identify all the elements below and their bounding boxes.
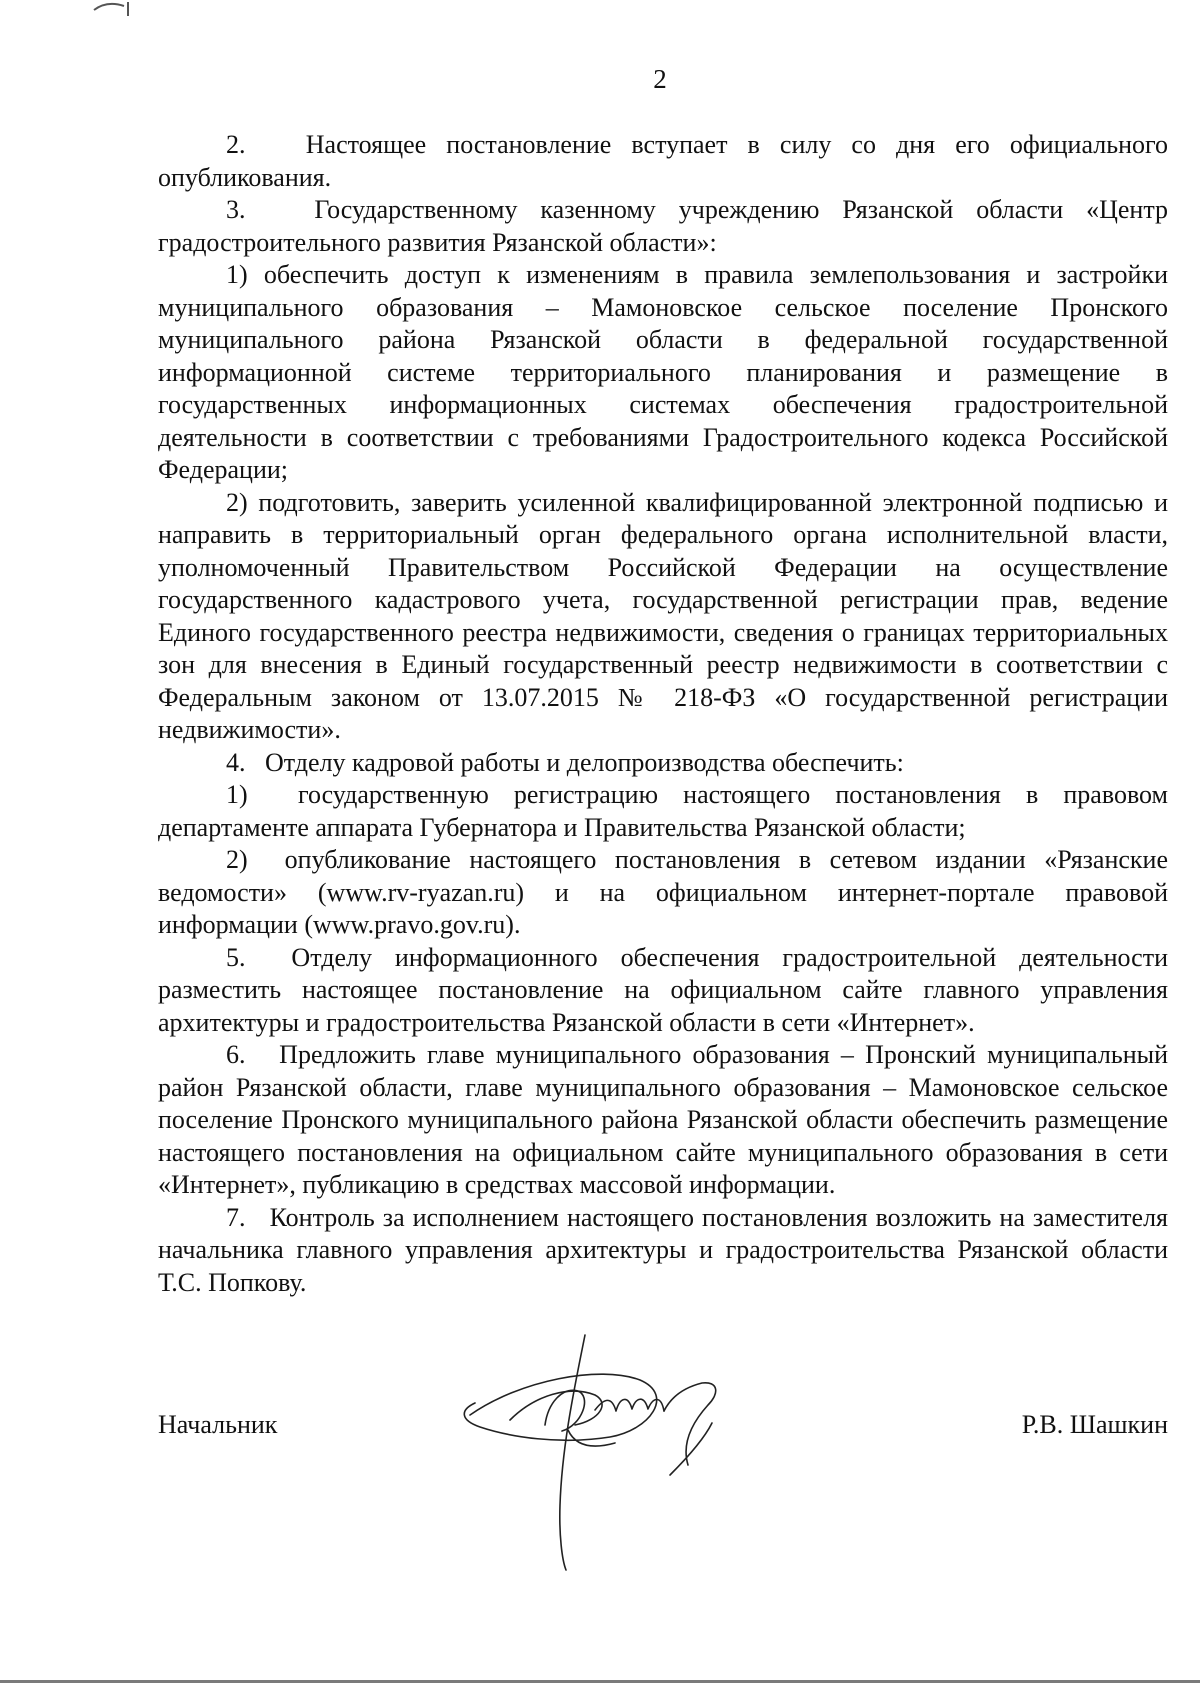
paragraph-6: 6. Предложить главе муниципального образования – Пронский муниципальный район Рязанской области, главе муниципального образования – Мамоновское сельское поселение Пронского муниципального района Рязанской области обеспечить размещение настоящего постановления на официальном сайте муниципального образования в сети «Интернет», публикацию в средствах массовой информации. <box>158 1040 1168 1199</box>
handwritten-signature-icon <box>450 1325 780 1575</box>
scan-artifact-icon <box>92 0 142 20</box>
paragraph-3-2: 2) подготовить, заверить усиленной квалифицированной электронной подписью и направить в территориальный орган федерального органа исполнительной власти, уполномоченный Правительством Российской Федерации на осуществление государственного кадастрового учета, государственной регистрации прав, ведение Единого государственного реестра недвижимости, сведения о границах территориальных зон для внесения в Единый государственный реестр недвижимости в соответствии с Федеральным законом от 13.07.2015 № 218-ФЗ «О государственной регистрации недвижимости». <box>158 487 1168 744</box>
paragraph-4-2: 2) опубликование настоящего постановления в сетевом издании «Рязанские ведомости» (www.rv-ryazan.ru) и на официальном интернет-портале правовой информации (www.pravo.gov.ru). <box>158 845 1168 939</box>
paragraph-4-1: 1) государственную регистрацию настоящего постановления в правовом департаменте аппарата Губернатора и Правительства Рязанской области; <box>158 780 1168 842</box>
page-number: 2 <box>653 64 667 94</box>
paragraph-3-1: 1) обеспечить доступ к изменениям в правила землепользования и застройки муниципального образования – Мамоновское сельское поселение Пронского муниципального района Рязанской области в федеральной государственной информационной системе территориального планирования и размещение в государственных информационных системах обеспечения градостроительной деятельности в соответствии с требованиями Градостроительного кодекса Российской Федерации; <box>158 260 1168 484</box>
scan-edge-line <box>0 1680 1200 1683</box>
paragraph-3: 3. Государственному казенному учреждению Рязанской области «Центр градостроительного развития Рязанской области»: <box>158 195 1168 257</box>
signer-title: Начальник <box>158 1410 278 1439</box>
paragraph-7: 7. Контроль за исполнением настоящего постановления возложить на заместителя начальника главного управления архитектуры и градостроительства Рязанской области Т.С. Попкову. <box>158 1202 1168 1297</box>
paragraph-5: 5. Отделу информационного обеспечения градостроительной деятельности разместить настоящее постановление на официальном сайте главного управления архитектуры и градостроительства Рязанской области в сети «Интернет». <box>158 942 1168 1037</box>
paragraph-4: 4. Отделу кадровой работы и делопроизводства обеспечить: <box>226 747 904 777</box>
paragraph-2: 2. Настоящее постановление вступает в силу со дня его официального опубликования. <box>158 130 1168 192</box>
signer-name: Р.В. Шашкин <box>1021 1410 1168 1439</box>
document-body <box>158 129 1168 1299</box>
